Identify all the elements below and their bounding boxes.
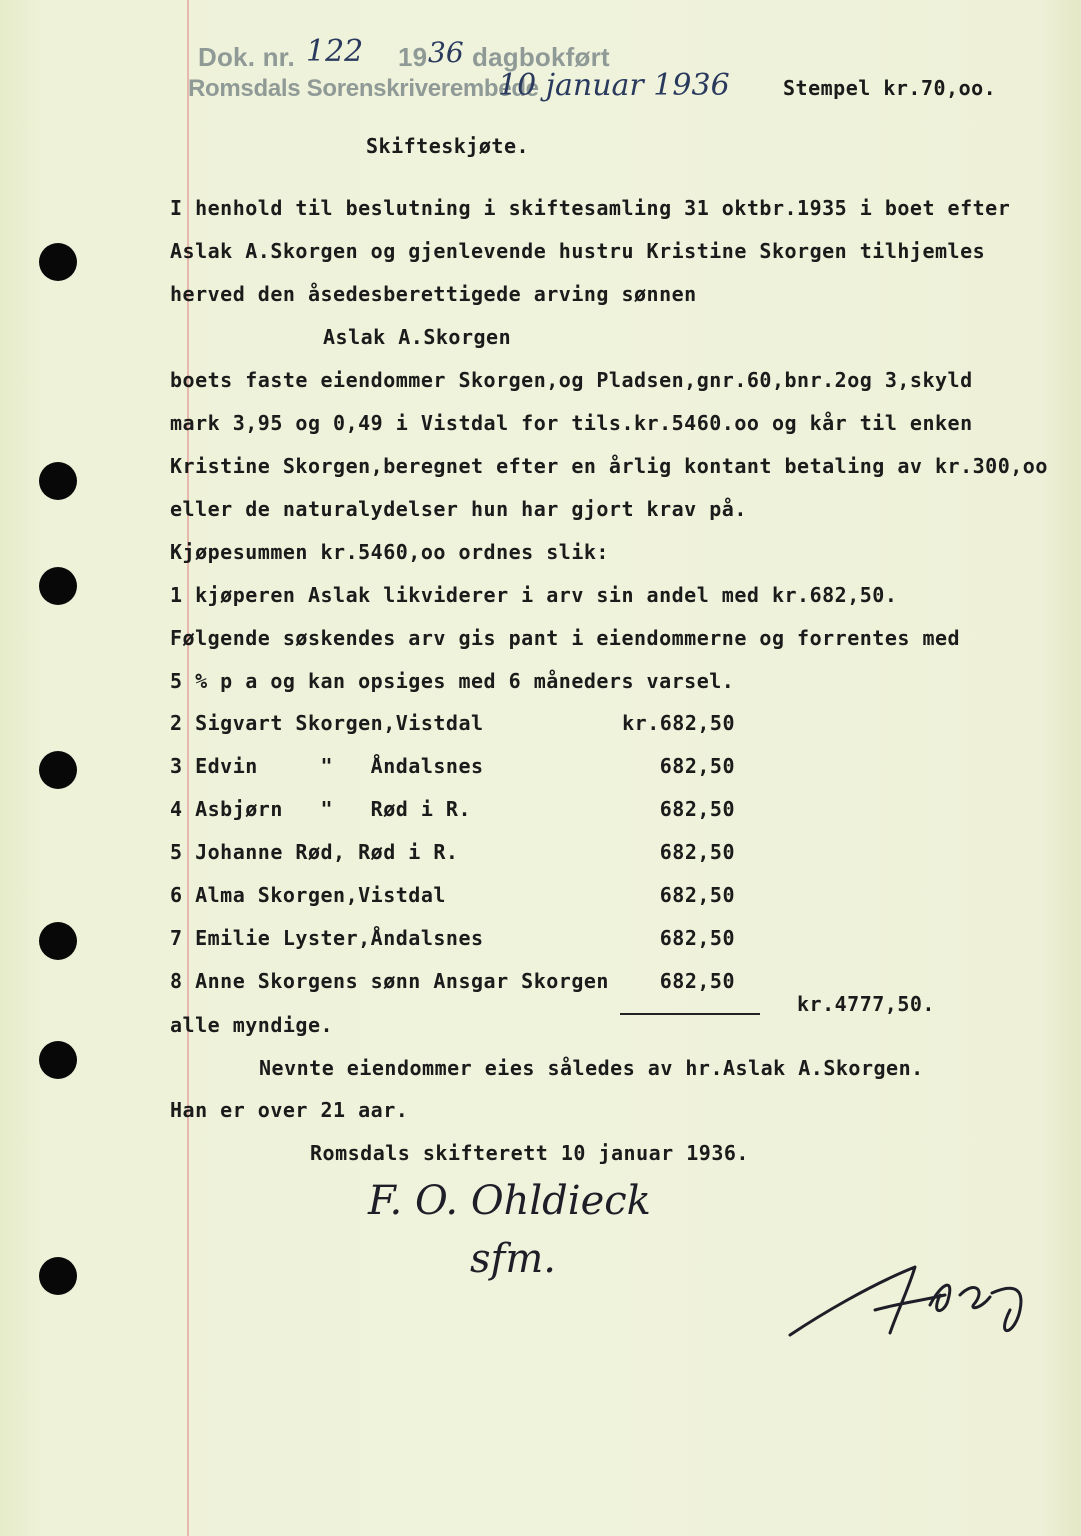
stamp-dagbokfort: dagbokført <box>472 42 610 72</box>
heir-amount: 682,50 <box>659 926 735 950</box>
punch-hole <box>39 567 77 605</box>
doc-year: 36 <box>428 36 464 69</box>
heir-row: 5 Johanne Rød, Rød i R. <box>170 840 459 864</box>
heir-name: Aslak A.Skorgen <box>323 325 512 349</box>
closing-line: Nevnte eiendommer eies således av hr.Aslak A.Skorgen. <box>259 1056 924 1080</box>
punch-hole <box>39 243 77 281</box>
stamp-year-prefix: 19 <box>398 42 428 72</box>
signature-title: sfm. <box>470 1236 556 1282</box>
punch-hole <box>39 462 77 500</box>
body-line: mark 3,95 og 0,49 i Vistdal for tils.kr.5460.oo og kår til enken <box>170 411 973 435</box>
total-amount: kr.4777,50. <box>797 992 935 1016</box>
heir-amount: 682,50 <box>659 883 735 907</box>
sum-rule <box>620 1013 760 1015</box>
body-line: Kristine Skorgen,beregnet efter en årlig kontant betaling av kr.300,oo <box>170 454 1048 478</box>
heir-amount: 682,50 <box>659 969 735 993</box>
heir-row: 6 Alma Skorgen,Vistdal <box>170 883 446 907</box>
heir-row: 8 Anne Skorgens sønn Ansgar Skorgen <box>170 969 609 993</box>
stamp-doc-label: Dok. nr. <box>198 42 295 72</box>
signature-ohldieck: F. O. Ohldieck <box>368 1178 651 1224</box>
closing-line: Han er over 21 aar. <box>170 1098 409 1122</box>
body-line: 1 kjøperen Aslak likviderer i arv sin andel med kr.682,50. <box>170 583 898 607</box>
punch-hole <box>39 1257 77 1295</box>
body-line: herved den åsedesberettigede arving sønnen <box>170 282 697 306</box>
body-line: boets faste eiendommer Skorgen,og Pladsen,gnr.60,bnr.2og 3,skyld <box>170 368 973 392</box>
heir-amount: 682,50 <box>659 754 735 778</box>
doc-number: 122 <box>306 34 364 69</box>
heir-row: 7 Emilie Lyster,Åndalsnes <box>170 926 484 950</box>
punch-hole <box>39 1041 77 1079</box>
punch-hole <box>39 751 77 789</box>
heir-row: 4 Asbjørn " Rød i R. <box>170 797 471 821</box>
body-line: eller de naturalydelser hun har gjort krav på. <box>170 497 747 521</box>
closing-line: alle myndige. <box>170 1013 334 1037</box>
body-line: Følgende søskendes arv gis pant i eiendommerne og forrentes med <box>170 626 961 650</box>
stamp-date: 10 januar 1936 <box>498 68 730 103</box>
heir-amount: kr.682,50 <box>622 711 735 735</box>
heir-amount: 682,50 <box>659 797 735 821</box>
body-line: Kjøpesummen kr.5460,oo ordnes slik: <box>170 540 609 564</box>
heir-row: 3 Edvin " Åndalsnes <box>170 754 484 778</box>
stamp-duty: Stempel kr.70,oo. <box>783 76 997 100</box>
document-title: Skifteskjøte. <box>366 134 530 158</box>
heir-amount: 682,50 <box>659 840 735 864</box>
stamp-office: Romsdals Sorenskriverembede <box>188 75 539 102</box>
body-line: I henhold til beslutning i skiftesamling 31 oktbr.1935 i boet efter <box>170 196 1011 220</box>
heir-row: 2 Sigvart Skorgen,Vistdal <box>170 711 484 735</box>
body-line: Aslak A.Skorgen og gjenlevende hustru Kristine Skorgen tilhjemles <box>170 239 986 263</box>
place-date: Romsdals skifterett 10 januar 1936. <box>310 1141 749 1165</box>
signature-berg <box>780 1255 1050 1345</box>
punch-hole <box>39 922 77 960</box>
body-line: 5 % p a og kan opsiges med 6 måneders varsel. <box>170 669 735 693</box>
